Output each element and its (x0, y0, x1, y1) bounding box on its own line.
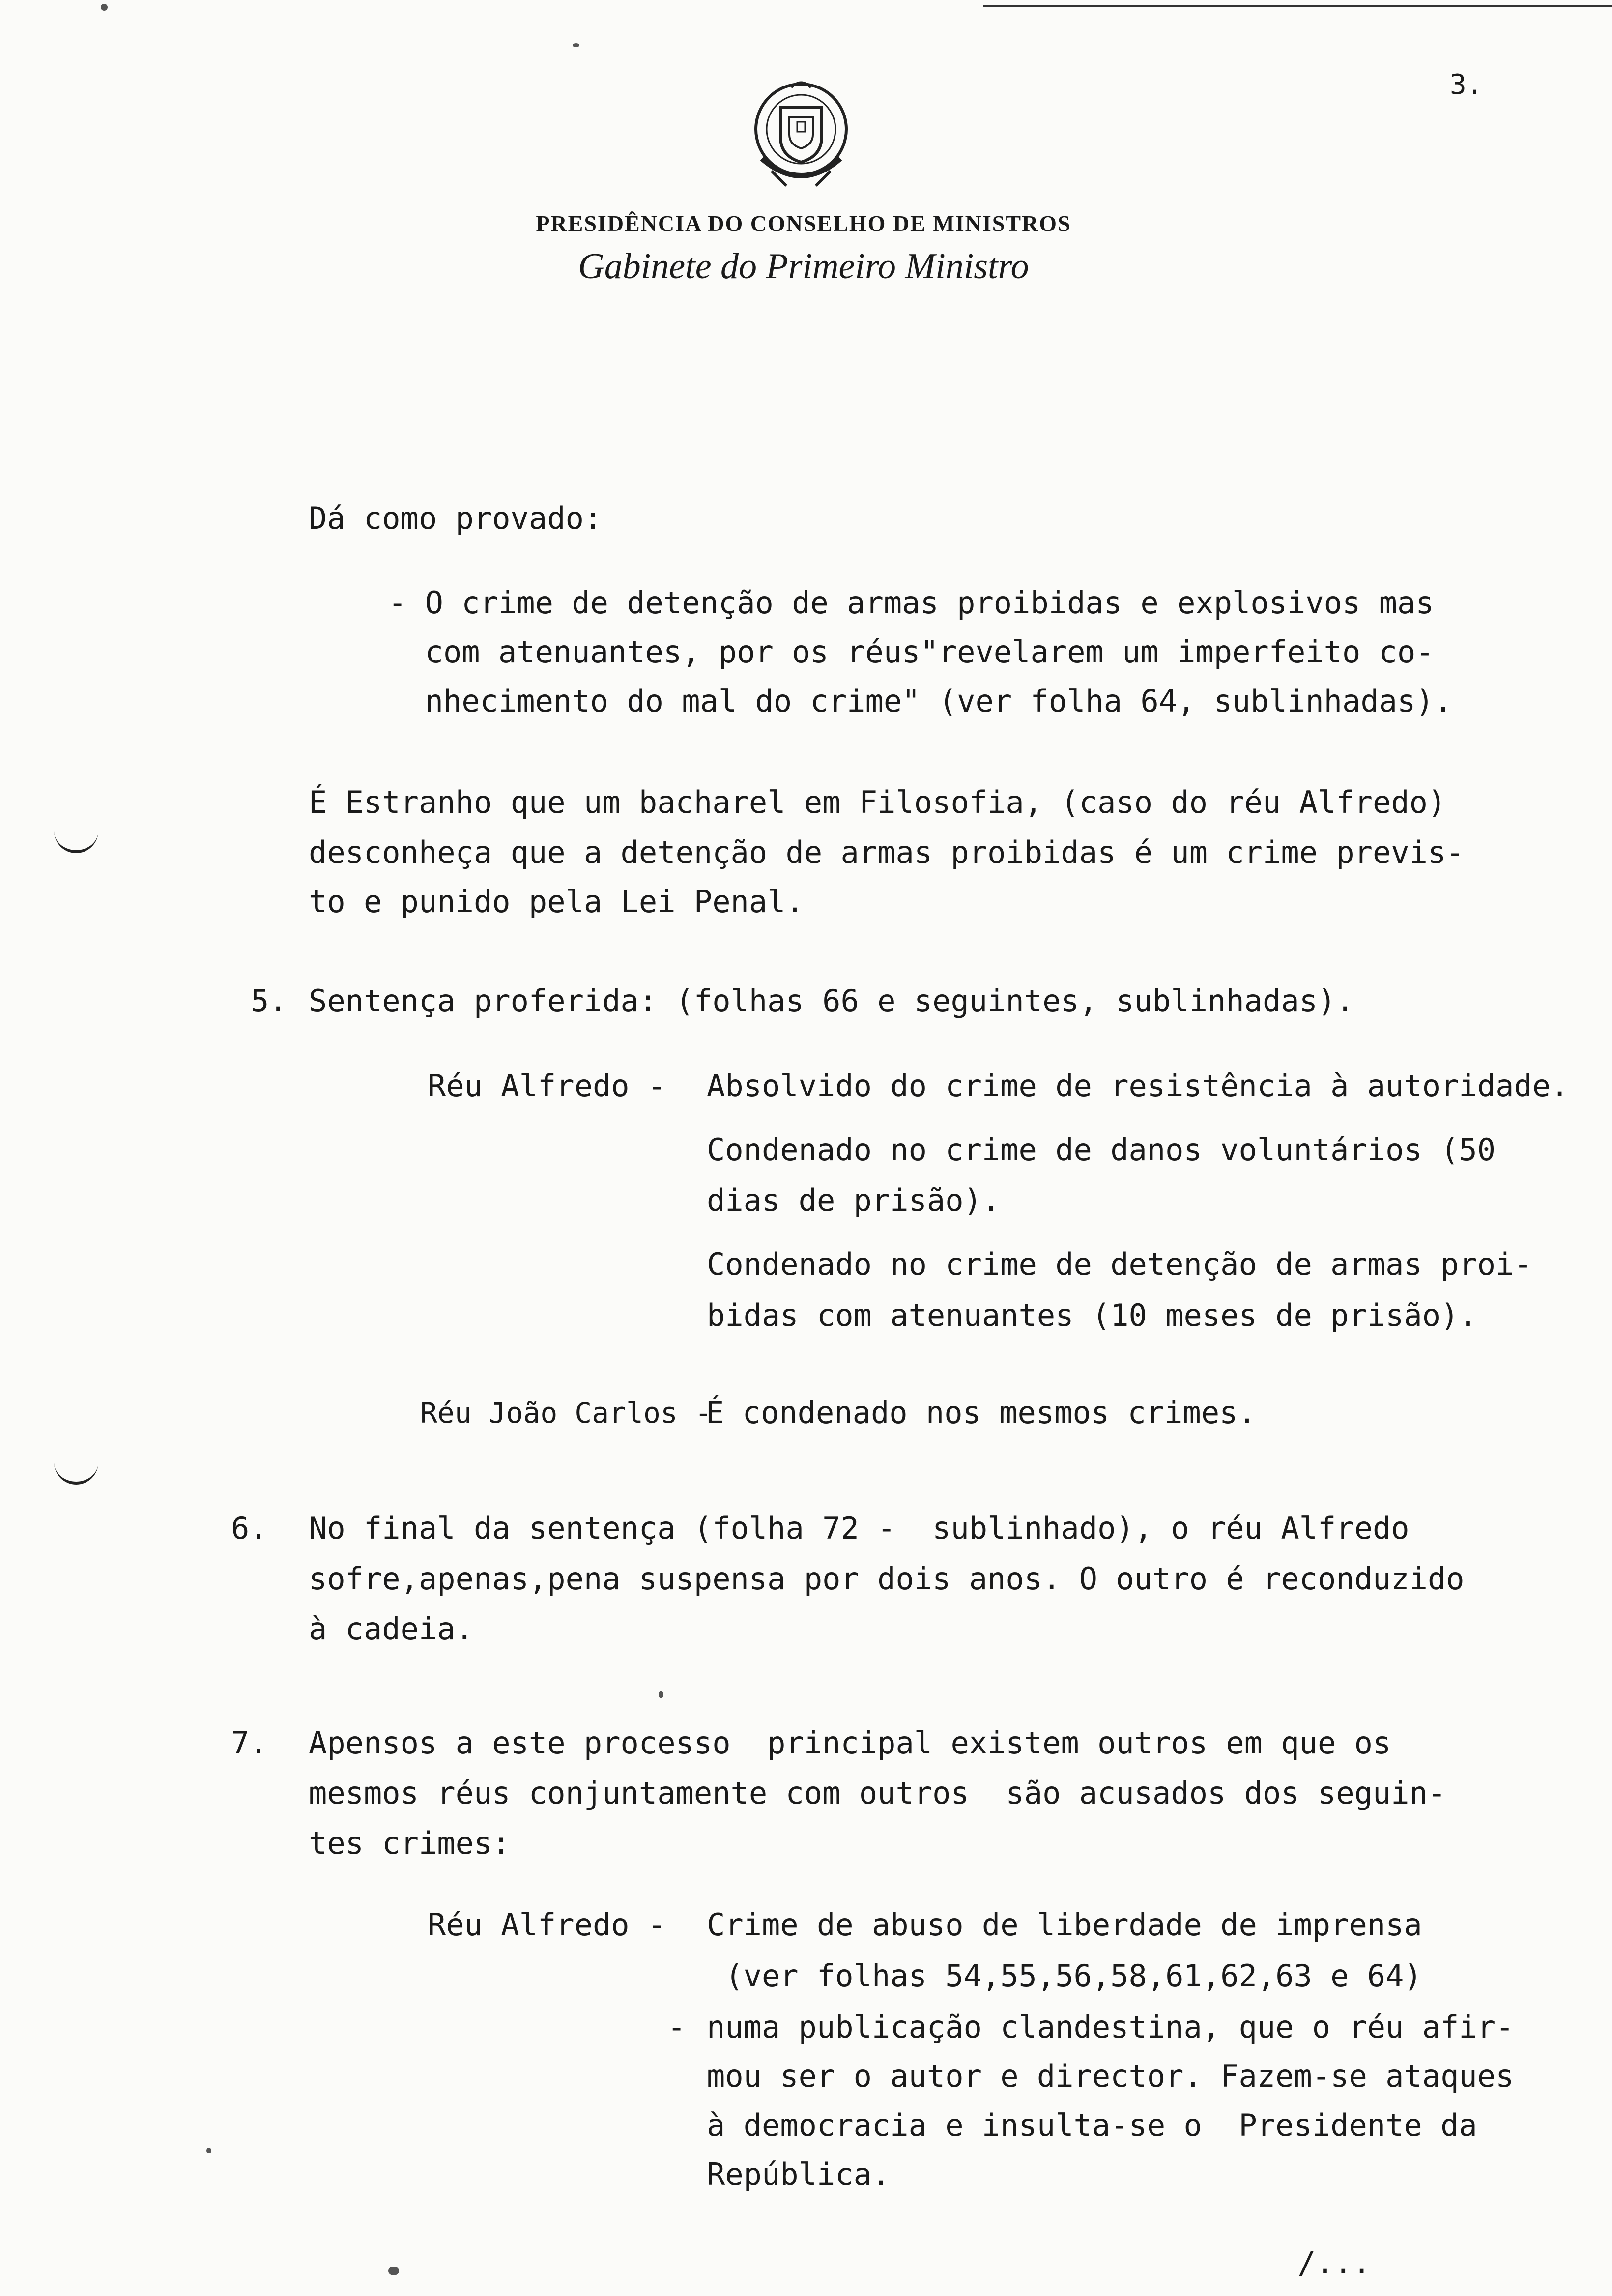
item-line: à cadeia. (309, 1611, 474, 1647)
top-rule (983, 5, 1612, 7)
item-line: No final da sentença (folha 72 - sublinhado), o réu Alfredo (309, 1510, 1410, 1546)
defendant-label: Réu Alfredo - (428, 1068, 666, 1104)
margin-mark (54, 1462, 98, 1485)
sentence-line: Condenado no crime de detenção de armas proi- (707, 1246, 1532, 1282)
proven-line: - O crime de detenção de armas proibidas e explosivos mas (388, 585, 1434, 621)
item-line: mesmos réus conjuntamente com outros são acusados dos seguin- (309, 1775, 1446, 1811)
crime-line: Crime de abuso de liberdade de imprensa (707, 1907, 1422, 1943)
office-title: PRESIDÊNCIA DO CONSELHO DE MINISTROS (536, 211, 1071, 236)
sentence-line: É condenado nos mesmos crimes. (706, 1395, 1256, 1431)
remark-line: desconheça que a detenção de armas proibidas é um crime previs- (309, 834, 1465, 870)
margin-mark (54, 831, 98, 853)
item-line: tes crimes: (309, 1825, 511, 1861)
item-line: sofre,apenas,pena suspensa por dois anos. O outro é reconduzido (309, 1561, 1465, 1597)
sentence-line: dias de prisão). (707, 1182, 1001, 1218)
crime-line: (ver folhas 54,55,56,58,61,62,63 e 64) (707, 1958, 1422, 1994)
detail-dash: - (667, 2009, 686, 2045)
remark-line: É Estranho que um bacharel em Filosofia, (caso do réu Alfredo) (309, 784, 1446, 820)
cabinet-subtitle: Gabinete do Primeiro Ministro (578, 246, 1029, 287)
detail-line: mou ser o autor e director. Fazem-se ataques (707, 2058, 1514, 2094)
scan-speck (388, 2267, 399, 2275)
detail-line: numa publicação clandestina, que o réu afir- (707, 2009, 1514, 2045)
remark-line: to e punido pela Lei Penal. (309, 884, 804, 919)
sentence-line: Condenado no crime de danos voluntários (50 (707, 1132, 1496, 1168)
sentence-line: bidas com atenuantes (10 meses de prisão). (707, 1297, 1477, 1333)
item-line: Apensos a este processo principal existem outros em que os (309, 1725, 1391, 1761)
item-text: Sentença proferida: (folhas 66 e seguintes, sublinhadas). (309, 983, 1354, 1019)
defendant-label: Réu João Carlos - (420, 1396, 712, 1430)
page-number: 3. (1450, 69, 1483, 101)
proven-line: nhecimento do mal do crime" (ver folha 64, sublinhadas). (388, 683, 1452, 719)
item-number: 7. (231, 1725, 268, 1761)
scan-speck (206, 2148, 211, 2153)
continuation-mark: /... (1297, 2245, 1371, 2281)
sentence-line: Absolvido do crime de resistência à autoridade. (707, 1068, 1569, 1104)
item-number: 5. (251, 983, 288, 1019)
scan-speck (101, 4, 108, 11)
scan-speck (573, 43, 579, 47)
detail-line: à democracia e insulta-se o Presidente da (707, 2107, 1477, 2143)
scan-speck (659, 1691, 663, 1698)
defendant-label: Réu Alfredo - (428, 1907, 666, 1943)
coat-of-arms-icon (742, 73, 860, 196)
proven-line: com atenuantes, por os réus"revelarem um imperfeito co- (388, 634, 1434, 670)
intro-line: Dá como provado: (309, 500, 603, 536)
detail-line: República. (707, 2156, 891, 2192)
item-number: 6. (231, 1510, 268, 1546)
